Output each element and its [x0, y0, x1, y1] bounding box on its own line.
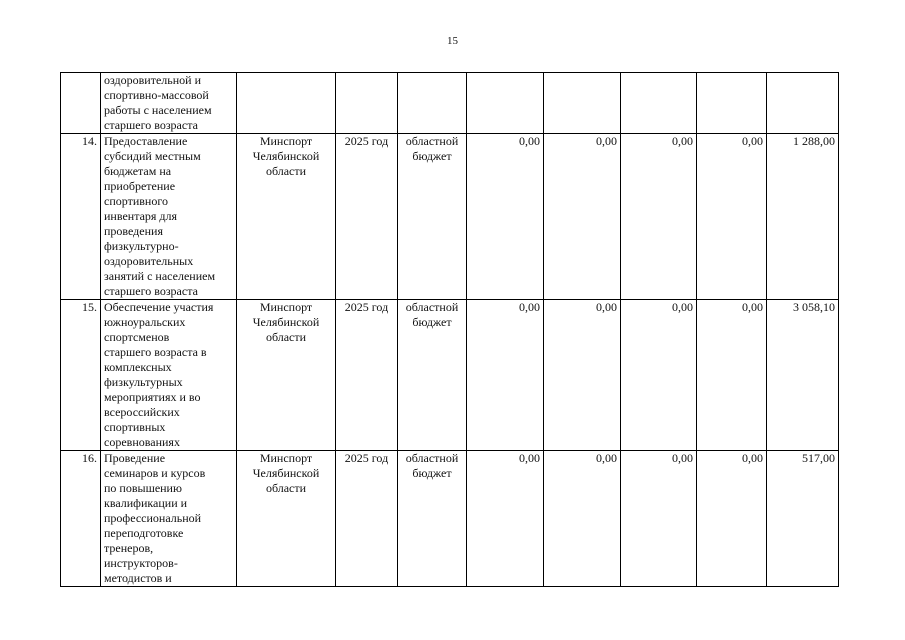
executor: Минспорт Челябинской области — [237, 300, 336, 451]
value-5: 517,00 — [767, 451, 839, 587]
value-3 — [621, 73, 697, 134]
funding-source — [398, 73, 467, 134]
row-number: 16. — [61, 451, 101, 587]
value-2: 0,00 — [544, 451, 621, 587]
value-3: 0,00 — [621, 300, 697, 451]
value-2: 0,00 — [544, 134, 621, 300]
value-5 — [767, 73, 839, 134]
value-4 — [697, 73, 767, 134]
table-row — [61, 73, 839, 134]
activity-name: Обеспечение участия южноуральских спортсменов старшего возраста в комплексных физкультурных мероприятиях и во всероссийских спортивных соревнованиях — [101, 300, 237, 451]
funding-source: областной бюджет — [398, 134, 467, 300]
executor — [237, 73, 336, 134]
executor: Минспорт Челябинской области — [237, 134, 336, 300]
value-5: 3 058,10 — [767, 300, 839, 451]
table-row — [61, 451, 839, 587]
activity-name: Проведение семинаров и курсов по повышению квалификации и профессиональной переподготовке тренеров, инструкторов- методистов и — [101, 451, 237, 587]
value-5: 1 288,00 — [767, 134, 839, 300]
page-number: 15 — [447, 35, 458, 47]
funding-source: областной бюджет — [398, 300, 467, 451]
value-3: 0,00 — [621, 451, 697, 587]
value-1 — [467, 73, 544, 134]
row-number — [61, 73, 101, 134]
value-1: 0,00 — [467, 451, 544, 587]
value-2: 0,00 — [544, 300, 621, 451]
executor: Минспорт Челябинской области — [237, 451, 336, 587]
year: 2025 год — [336, 451, 398, 587]
activity-name: оздоровительной и спортивно-массовой работы с населением старшего возраста — [101, 73, 237, 134]
row-number: 14. — [61, 134, 101, 300]
value-4: 0,00 — [697, 300, 767, 451]
value-3: 0,00 — [621, 134, 697, 300]
year: 2025 год — [336, 300, 398, 451]
row-number: 15. — [61, 300, 101, 451]
value-1: 0,00 — [467, 300, 544, 451]
year: 2025 год — [336, 134, 398, 300]
activity-name: Предоставление субсидий местным бюджетам на приобретение спортивного инвентаря для проведения физкультурно- оздоровительных занятий с населением старшего возраста — [101, 134, 237, 300]
value-4: 0,00 — [697, 134, 767, 300]
value-2 — [544, 73, 621, 134]
year — [336, 73, 398, 134]
table-row — [61, 134, 839, 300]
program-table — [60, 72, 839, 587]
table-row — [61, 300, 839, 451]
funding-source: областной бюджет — [398, 451, 467, 587]
value-4: 0,00 — [697, 451, 767, 587]
value-1: 0,00 — [467, 134, 544, 300]
